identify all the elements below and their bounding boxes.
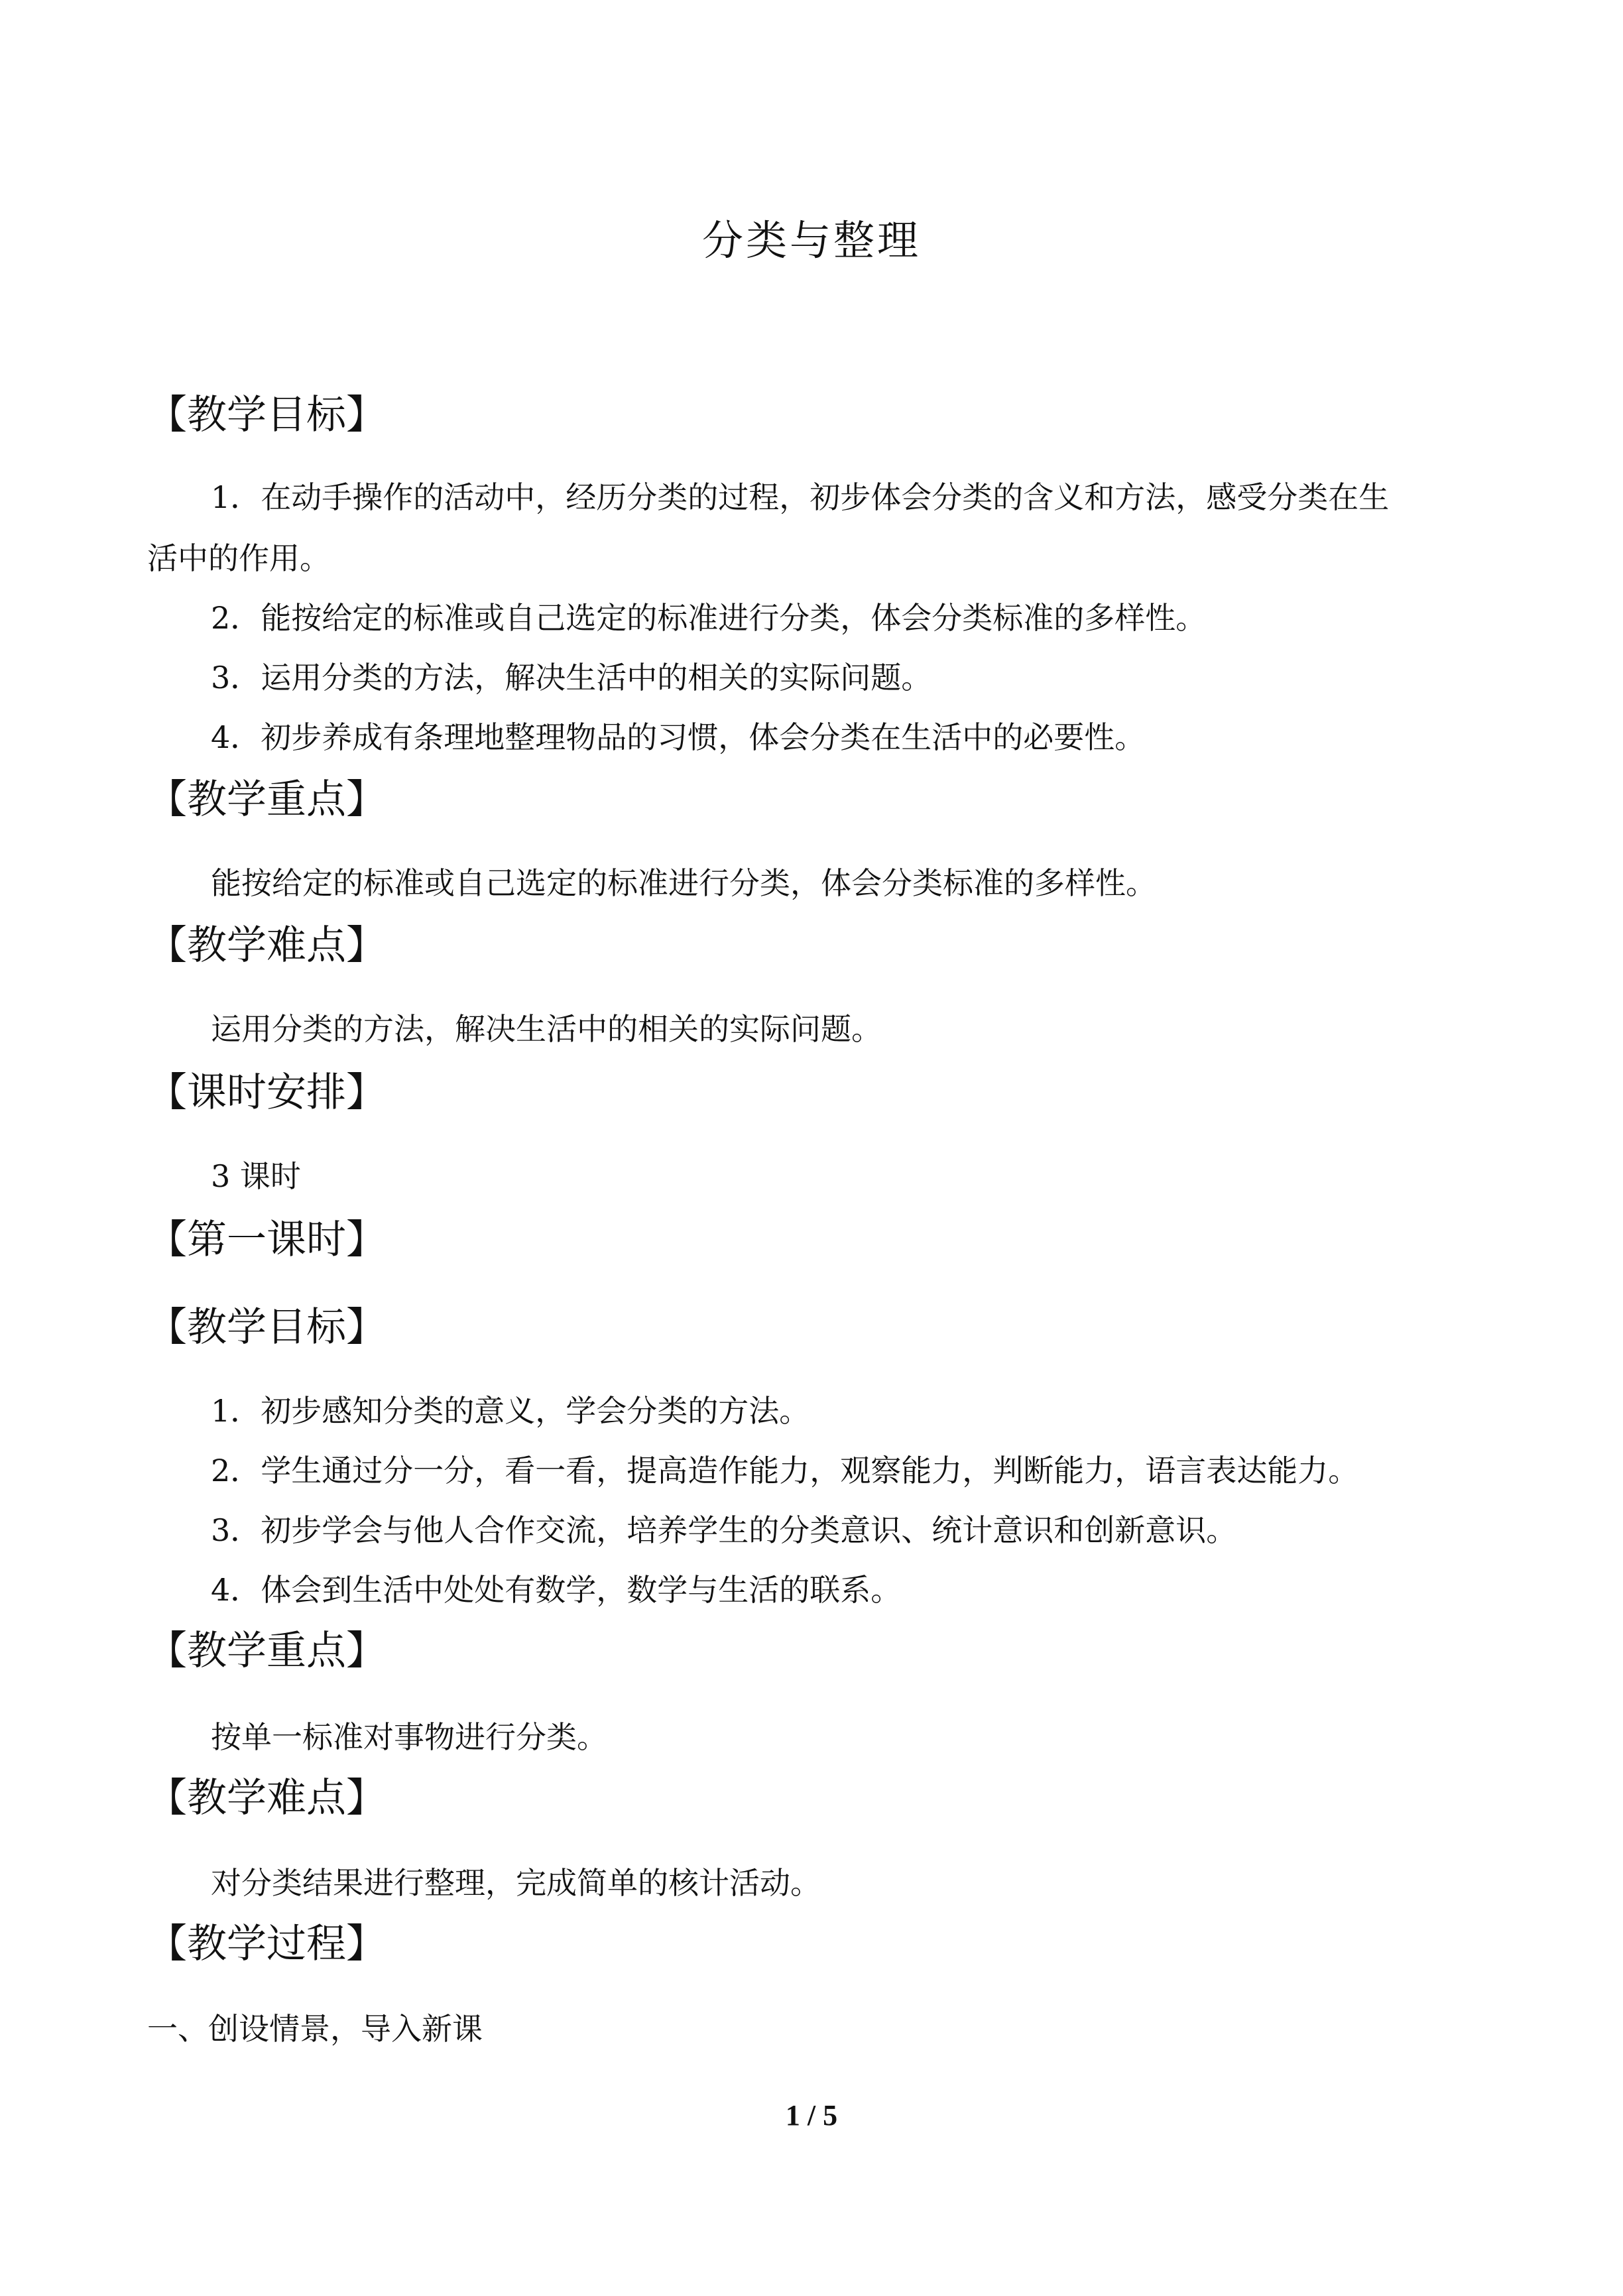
page-number: 1 / 5 — [785, 2099, 838, 2132]
goal-item-1: 1．在动手操作的活动中，经历分类的过程，初步体会分类的含义和方法，感受分类在生 — [211, 479, 1390, 515]
lesson1-heading-goals: 【教学目标】 — [147, 1304, 386, 1351]
lesson1-heading-process: 【教学过程】 — [147, 1921, 386, 1967]
section-heading-schedule: 【课时安排】 — [147, 1069, 386, 1116]
lesson1-heading-difficulty: 【教学难点】 — [147, 1775, 386, 1821]
lesson1-goal-3: 3．初步学会与他人合作交流，培养学生的分类意识、统计意识和创新意识。 — [211, 1512, 1237, 1548]
goal-item-3: 3．运用分类的方法，解决生活中的相关的实际问题。 — [211, 660, 932, 695]
document-title: 分类与整理 — [701, 216, 921, 265]
lesson1-process-step-1: 一、创设情景，导入新课 — [147, 2011, 483, 2047]
goal-item-4: 4．初步养成有条理地整理物品的习惯，体会分类在生活中的必要性。 — [211, 719, 1146, 755]
schedule-text: 3 课时 — [211, 1158, 301, 1194]
goal-item-1-cont: 活中的作用。 — [147, 540, 330, 576]
key-points-text: 能按给定的标准或自己选定的标准进行分类，体会分类标准的多样性。 — [211, 865, 1156, 901]
difficulties-text: 运用分类的方法，解决生活中的相关的实际问题。 — [211, 1011, 882, 1047]
lesson1-difficulty-text: 对分类结果进行整理，完成简单的核计活动。 — [211, 1865, 821, 1901]
section-heading-key-points: 【教学重点】 — [147, 776, 386, 823]
lesson1-goal-4: 4．体会到生活中处处有数学，数学与生活的联系。 — [211, 1572, 902, 1608]
lesson1-goal-1: 1．初步感知分类的意义，学会分类的方法。 — [211, 1393, 810, 1429]
goal-item-2: 2．能按给定的标准或自己选定的标准进行分类，体会分类标准的多样性。 — [211, 600, 1207, 636]
section-heading-lesson1: 【第一课时】 — [147, 1217, 386, 1263]
lesson1-goal-2: 2．学生通过分一分，看一看，提高造作能力，观察能力，判断能力，语言表达能力。 — [211, 1453, 1359, 1488]
lesson1-key-text: 按单一标准对事物进行分类。 — [211, 1719, 607, 1755]
lesson1-heading-key: 【教学重点】 — [147, 1628, 386, 1674]
section-heading-difficulties: 【教学难点】 — [147, 922, 386, 969]
section-heading-goals: 【教学目标】 — [147, 392, 386, 438]
